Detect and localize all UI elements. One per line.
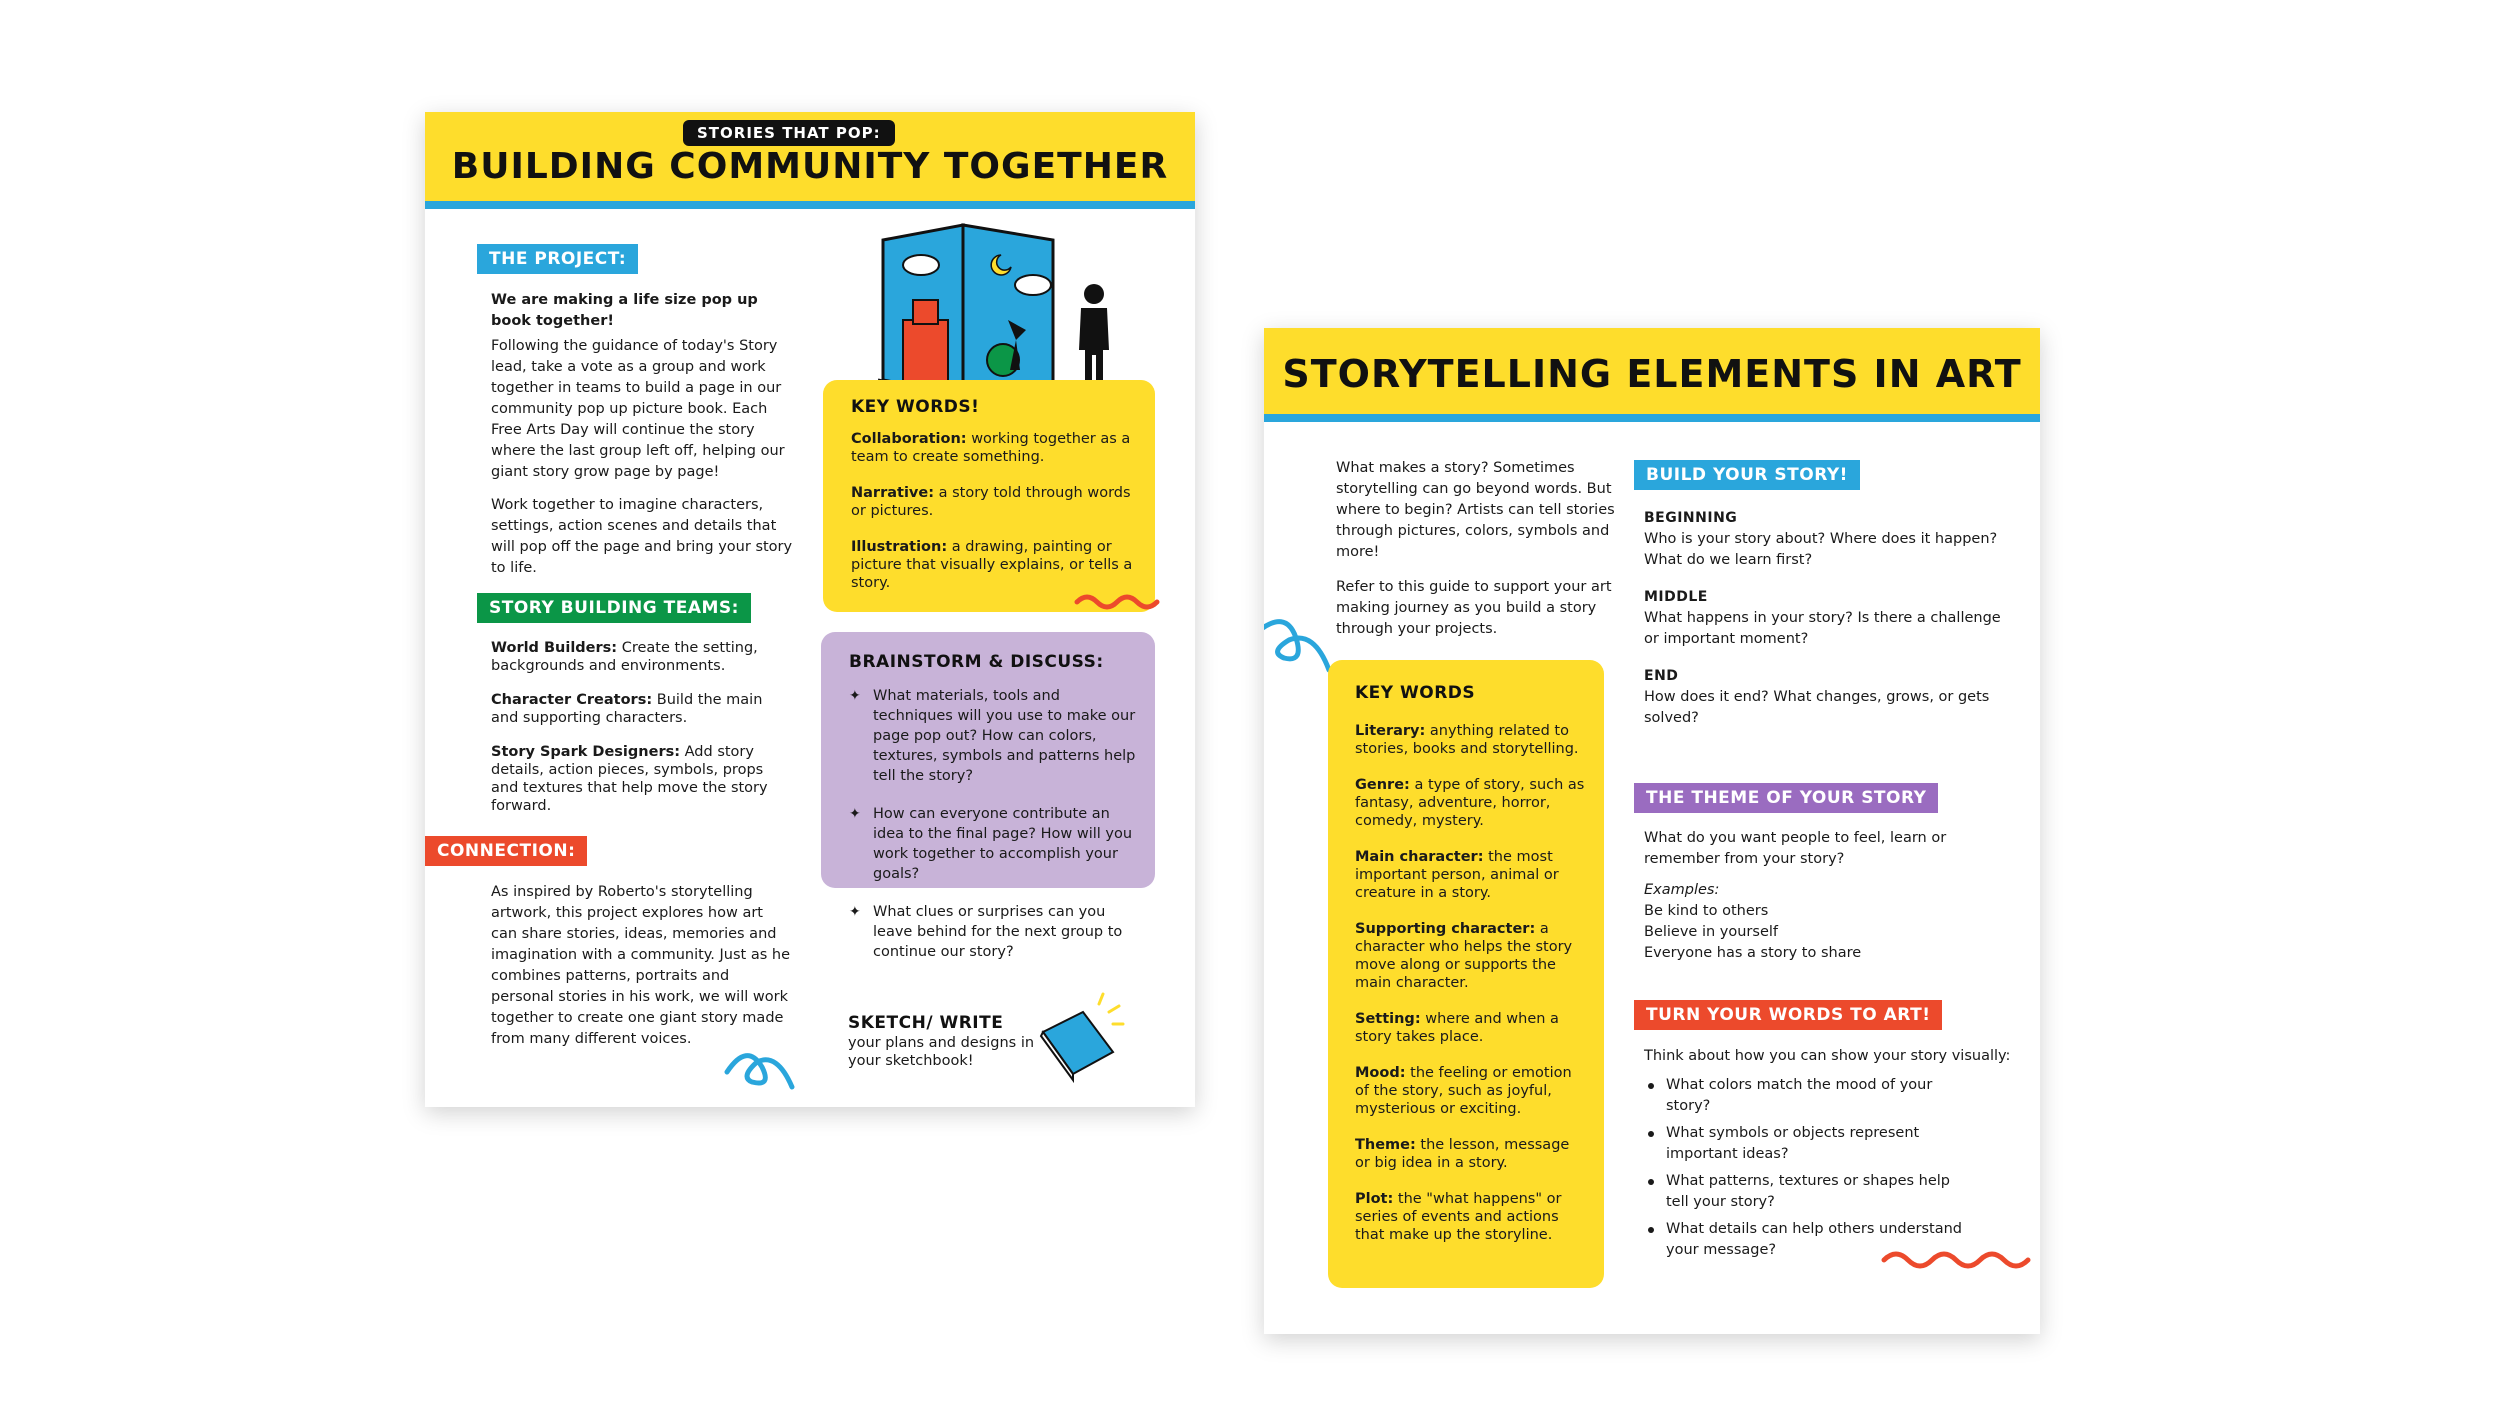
page-title: BUILDING COMMUNITY TOGETHER <box>451 146 1169 187</box>
squiggle-decoration <box>1075 590 1165 610</box>
build-story-section <box>1644 508 2014 741</box>
turn-words-item: What symbols or objects represent important ideas? <box>1644 1123 1966 1165</box>
end-heading: END <box>1644 668 1679 684</box>
star-bullet-icon: ✦ <box>849 806 861 822</box>
star-bullet-icon: ✦ <box>849 904 861 920</box>
brainstorm-item: ✦ What materials, tools and techniques will you use to make our page pop out? How can colors, textures, symbols and patterns help tell the story? <box>849 688 1136 784</box>
team-item: Character Creators: Build the main and supporting characters. <box>491 692 763 726</box>
turn-words-item: What details can help others understand your message? <box>1644 1219 1966 1261</box>
project-paragraph-1: Following the guidance of today's Story lead, take a vote as a group and work together in teams to build a page in our community pop up picture book. Each Free Arts Day will continue the story where the last group left off, helping our giant story grow page by page! <box>491 338 785 480</box>
middle-text: What happens in your story? Is there a challenge or important moment? <box>1644 610 2001 647</box>
brainstorm-item: ✦ How can everyone contribute an idea to the final page? How will you work together to accomplish your goals? <box>849 806 1133 882</box>
intro-section <box>1336 458 1621 652</box>
sketch-heading: SKETCH/ WRITE <box>848 1013 1004 1033</box>
keywords-box <box>823 380 1155 612</box>
theme-text: What do you want people to feel, learn or remember from your story? <box>1644 830 1947 867</box>
book-icon <box>1033 992 1125 1084</box>
keyword-item: Supporting character: a character who helps the story move along or supports the main character. <box>1355 921 1573 991</box>
project-section <box>491 290 801 591</box>
build-story-tag: BUILD YOUR STORY! <box>1634 460 1860 490</box>
turn-words-section <box>1644 1046 2014 1267</box>
keyword-item: Genre: a type of story, such as fantasy, adventure, horror, comedy, mystery. <box>1355 777 1585 829</box>
examples-label: Examples: <box>1644 882 1720 898</box>
keyword-item: Setting: where and when a story takes place. <box>1355 1011 1559 1045</box>
banner-kicker: STORIES THAT POP: <box>683 120 895 146</box>
teams-list <box>491 639 791 827</box>
brainstorm-item: ✦ What clues or surprises can you leave behind for the next group to continue our story? <box>849 904 1123 960</box>
team-item: Story Spark Designers: Add story details, action pieces, symbols, props and textures that help move the story forward. <box>491 744 768 814</box>
keyword-item: Literary: anything related to stories, books and storytelling. <box>1355 723 1579 757</box>
project-lead: We are making a life size pop up book together! <box>491 292 758 329</box>
teams-tag: STORY BUILDING TEAMS: <box>477 593 751 623</box>
squiggle-decoration <box>1880 1246 2040 1270</box>
squiggle-decoration <box>725 1032 805 1107</box>
intro-paragraph-1: What makes a story? Sometimes storytelling can go beyond words. But where to begin? Artists can tell stories through pictures, colors, symbols and more! <box>1336 460 1615 560</box>
example-item: Be kind to others <box>1644 903 1769 919</box>
sketch-section <box>848 1014 1038 1070</box>
team-item: World Builders: Create the setting, backgrounds and environments. <box>491 640 758 674</box>
intro-paragraph-2: Refer to this guide to support your art making journey as you build a story through your projects. <box>1336 579 1612 637</box>
keyword-item: Main character: the most important person, animal or creature in a story. <box>1355 849 1559 901</box>
keyword-item: Illustration: a drawing, painting or picture that visually explains, or tells a story. <box>851 539 1133 591</box>
page-title: STORYTELLING ELEMENTS IN ART <box>1282 352 2022 396</box>
keyword-item: Narrative: a story told through words or pictures. <box>851 485 1131 519</box>
keyword-item: Theme: the lesson, message or big idea in a story. <box>1355 1137 1570 1171</box>
theme-tag: THE THEME OF YOUR STORY <box>1634 783 1938 813</box>
example-item: Everyone has a story to share <box>1644 945 1862 961</box>
connection-tag: CONNECTION: <box>425 836 587 866</box>
turn-words-item: What patterns, textures or shapes help tell your story? <box>1644 1171 1966 1213</box>
brainstorm-box <box>821 632 1155 960</box>
project-paragraph-2: Work together to imagine characters, settings, action scenes and details that will pop off the page and bring your story to life. <box>491 497 793 576</box>
star-bullet-icon: ✦ <box>849 688 861 704</box>
silhouette-icon <box>1077 282 1111 392</box>
sketch-text: your plans and designs in your sketchbook! <box>848 1035 1035 1069</box>
theme-section <box>1644 828 2014 964</box>
brainstorm-heading: BRAINSTORM & DISCUSS: <box>849 652 1104 672</box>
keyword-item: Mood: the feeling or emotion of the story, such as joyful, mysterious or exciting. <box>1355 1065 1572 1117</box>
end-text: How does it end? What changes, grows, or gets solved? <box>1644 689 1990 726</box>
keyword-item: Plot: the "what happens" or series of events and actions that make up the storyline. <box>1355 1191 1562 1243</box>
keyword-item: Collaboration: working together as a team to create something. <box>851 431 1131 465</box>
example-item: Believe in yourself <box>1644 924 1778 940</box>
beginning-text: Who is your story about? Where does it happen? What do we learn first? <box>1644 531 1998 568</box>
middle-heading: MIDDLE <box>1644 589 1708 605</box>
page-banner <box>1264 328 2040 422</box>
turn-words-text: Think about how you can show your story visually: <box>1644 1048 2011 1064</box>
turn-words-tag: TURN YOUR WORDS TO ART! <box>1634 1000 1942 1030</box>
page-banner <box>425 112 1195 209</box>
project-tag: THE PROJECT: <box>477 244 638 274</box>
keywords-box <box>1328 660 1604 1288</box>
beginning-heading: BEGINNING <box>1644 510 1738 526</box>
keywords-heading: KEY WORDS <box>1355 683 1476 703</box>
handout-page-building-community <box>425 112 1195 1107</box>
keywords-heading: KEY WORDS! <box>851 397 980 417</box>
handout-page-storytelling-elements <box>1264 328 2040 1334</box>
turn-words-item: What colors match the mood of your story? <box>1644 1075 1966 1117</box>
connection-text: As inspired by Roberto's storytelling artwork, this project explores how art can share stories, ideas, memories and imagination with a community. Just as he combines patterns, portraits and personal stories in his work, we will work together to create one giant story made from many different voices. <box>491 884 790 1047</box>
